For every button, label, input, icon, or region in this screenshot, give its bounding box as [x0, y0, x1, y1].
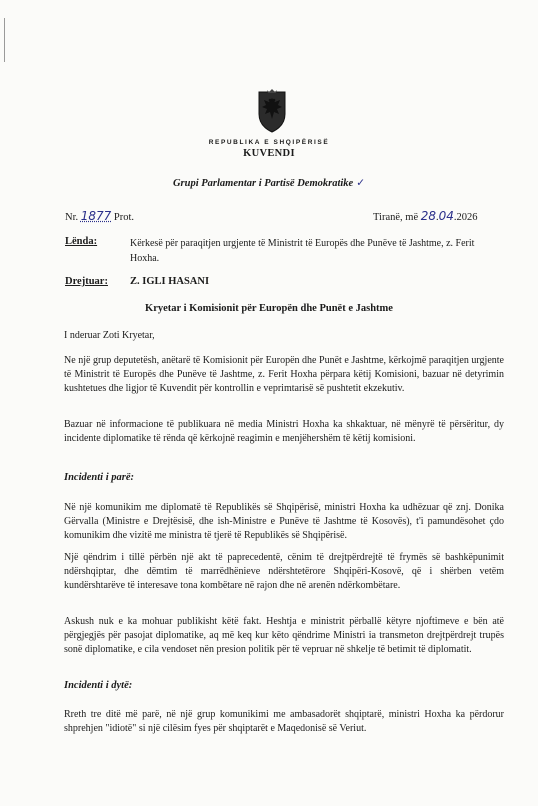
- addressee-label: Drejtuar:: [65, 276, 108, 287]
- paragraph-context: Bazuar në informacione të publikuara në media Ministri Hoxha ka shkaktuar, në mënyrë të përsëritur, dy incidente diplomatike të rënda që kërkojnë reagimin e menjëhershëm të këtij komisioni.: [64, 419, 504, 445]
- paragraph-request: Ne një grup deputetësh, anëtarë të Komisionit për Europën dhe Punët e Jashtme, kërkojmë paraqitjen urgjente të Ministrit të Europës dhe Punëve të Jashtme, z. Ferit Hoxha përpara këtij Komisioni, bazuar në detyrimin kushtetues dhe ligjor të Kuvendit për kontrollin e veprimtarisë së pushtetit ekzekutiv.: [64, 355, 504, 395]
- protocol-number: [65, 209, 134, 223]
- paragraph-incident-one-impact: Një qëndrim i tillë përbën një akt të paprecedentë, cënim të drejtpërdrejtë të frymës së bashkëpunimit ndërshqiptar, dhe dëmtim të marrëdhënieve ndërshtetërore Shqipëri-Kosovë, që i shërben vetëm kundërshtarëve të interesave tona kombëtare në rajon dhe në arenën ndërkombëtare.: [64, 552, 504, 592]
- date-separator: .: [436, 212, 439, 223]
- handwritten-checkmark-icon: ✓: [356, 178, 366, 189]
- nr-handwritten-value: 1877: [80, 209, 112, 223]
- republic-heading: REPUBLIKA E SHQIPËRISË: [208, 139, 330, 146]
- nr-prefix: Nr.: [65, 212, 79, 223]
- date-year: .2026: [453, 212, 478, 223]
- scan-edge-mark: [4, 18, 5, 62]
- date-day: 28: [420, 209, 437, 223]
- parliamentary-group-heading: [0, 177, 538, 189]
- incident-two-heading: Incidenti i dytë:: [64, 680, 133, 691]
- date-month: 04: [438, 209, 454, 223]
- institution-heading: KUVENDI: [243, 148, 295, 159]
- addressee-title: Kryetar i Komisionit për Europën dhe Punët e Jashtme: [145, 303, 393, 314]
- nr-suffix: Prot.: [113, 212, 135, 223]
- paragraph-incident-two: Rreth tre ditë më parë, në një grup komunikimi me ambasadorët shqiptarë, ministri Hoxha ka përdorur shprehjen "idiotë" si një cilësim fyes për shqiptarët e Maqedonisë së Veriut.: [64, 709, 504, 735]
- document-date: [373, 209, 478, 223]
- incident-one-heading: Incidenti i parë:: [64, 472, 134, 483]
- subject-text: Kërkesë për paraqitjen urgjente të Ministrit të Europës dhe Punëve të Jashtme, z. Ferit Hoxha.: [130, 238, 475, 264]
- greeting: I nderuar Zoti Kryetar,: [64, 330, 155, 341]
- addressee-name: Z. IGLI HASANI: [130, 276, 210, 287]
- paragraph-incident-one-silence: Askush nuk e ka mohuar publikisht këtë fakt. Heshtja e ministrit përballë këtyre njoftimeve e bën atë përgjegjës për pasojat diplomatike, aq më keq kur këto qëndrime Ministri ia transmeton drejtpërdrejt trupës sonë diplomatike, e cila vendoset nën presion politik për të vepruar në shkelje të betimit të diplomatit.: [64, 616, 504, 656]
- albanian-eagle-emblem-icon: [256, 88, 288, 134]
- date-prefix: Tiranë, më: [373, 212, 419, 223]
- group-name: Grupi Parlamentar i Partisë Demokratike: [172, 178, 354, 189]
- subject-label: Lënda:: [65, 236, 98, 247]
- paragraph-incident-one: Në një komunikim me diplomatë të Republikës së Shqipërisë, ministri Hoxha ka udhëzuar që znj. Donika Gërvalla (Ministre e Drejtësisë, dhe ish-Ministre e Punëve të Jashtme të Kosovës), t'i pamundësohet çdo komunikim dhe vizitë me ministra të tjerë të Republikës së Shqipërisë.: [64, 502, 504, 542]
